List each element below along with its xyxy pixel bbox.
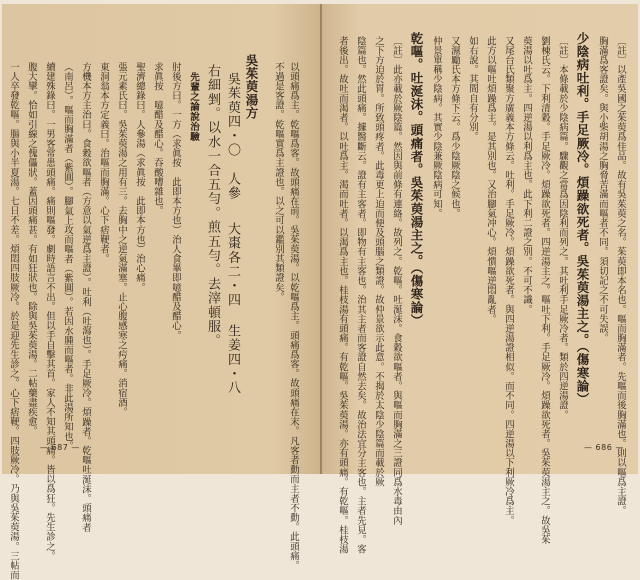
right-page-text-column: 〔註〕以產吳國之茱萸爲佳品。故有吳茱萸之名。茱萸即本名也。嘔而胸滿者。先嘔而後胸滿也。則以嘔爲主證。 — [615, 36, 626, 516]
left-page-text-column: 以頭痛爲主。乾嘔爲客。故頭痛在前。吳茱萸湯。以乾嘔爲主。頭痛爲客。故頭痛在末。凡客者動而主者不動。此頭痛。 — [288, 62, 299, 571]
left-page-number: — 687 — — [40, 443, 80, 452]
left-page-text-column: 先輩之論說治驗 — [188, 72, 199, 142]
right-page-text-column: 仲景單稱少陰病。其實少陰兼厥陰病可知。 — [431, 36, 442, 219]
left-page-text-column: 吳茱萸湯方 — [244, 54, 259, 120]
right-page-number: — 686 — — [584, 443, 624, 452]
right-page-text-column: 之下方迫於胃。所致頭疼者。此毒更上迫而便及頭腦之類證。故仲景欲示此意。不揭於太陰少陰篇而載於厥 — [373, 36, 384, 487]
left-page-text-column: 東洞翁本方定義曰。治嘔而胸滿。心下痞鞕者。 — [98, 62, 109, 264]
right-page-text-column: 又尾台氏類聚方廣義本方條云。吐利。手足厥冷。煩躁欲死者。與四逆湯證相似。而不同。四逆湯以下利厥冷爲主。 — [503, 36, 514, 526]
right-page-text-column: 者後出。故吐而渴者。以吐爲主。渴而吐者。以渴爲主也。桂枝湯有頭痛。有乾嘔。吳茱萸湯。亦有頭痛。有乾嘔。桂枝湯 — [337, 36, 348, 554]
right-page-text-column: 乾嘔。吐涎沫。頭痛者。吳茱萸湯主之。（傷寒論） — [409, 32, 424, 328]
right-page — [322, 4, 638, 554]
left-page-text-column: （南呂）。嘔而胸滿者（紫圓）。腳氣上攻而嘔者（紫圓）。若因水腫而嘔者。非此湯所知也。 — [62, 62, 73, 451]
right-page-text-column: 〔註〕本條載於少陰病篇。驟觀之當爲因陰利而列之。其吐利手足厥冷者。類於四逆湯證。 — [557, 36, 568, 420]
left-page-text-column: 人參 — [225, 172, 240, 201]
right-page-text-column: 萸湯以吐爲主。四逆湯以利爲主也。此下利二證之別。不可不識。 — [521, 36, 532, 315]
right-page-text-column: 陰篇也。然此頭痛。據醫斷云。證有主客者。即物有主客也。治其主者而客證自然去矣。故治法宜分主客也。主者先見。客 — [355, 36, 366, 554]
left-page-text-column: 吳茱萸四・〇 — [225, 72, 240, 158]
right-page-text-column: 〔註〕此亦載於厥陰篇。然因與前條有連絡。故列之。乾嘔。吐涎沫。食穀欲嘔者。與嘔而胸滿之三證同爲水毒由內 — [391, 36, 402, 526]
left-page-text-column: 聖濟總錄曰。人參湯（求眞按 此即本方也）治心痛。 — [134, 62, 145, 293]
left-page-text-column: 生姜四・八 — [225, 324, 240, 395]
right-page-columns — [322, 4, 638, 554]
left-page-text-column: 求眞按 噫醋及醋心。吞酸嘈雜也。 — [152, 62, 163, 216]
right-page-text-column: 此方以嘔吐煩躁爲主。是其別也。又治腳氣冲心。煩憒嘔逆悶亂者。 — [485, 36, 496, 324]
left-page-text-column: 一人卒發乾嘔。腸與小半夏湯。七日不差。煩悶四肢厥冷。於是迎先生診之。心下痞鞕。四肢厥冷。乃與吳茱萸湯。三帖而 — [8, 62, 19, 580]
left-page-text-column: 不過是客證。乾嘔實爲主證也。以之可以鑑別其類證矣。 — [273, 62, 284, 302]
left-page-text-column: 肘後方曰。一方（求眞按 此即本方也）治人食畢即噫醋及醋心。 — [170, 62, 181, 341]
left-page-columns — [2, 4, 320, 580]
right-page-text-column: 少陰病吐利。手足厥冷。煩躁欲死者。吳茱萸湯主之。（傷寒論） — [575, 32, 590, 406]
left-page-text-column: 大棗各二・四 — [225, 222, 240, 308]
left-page-text-column: 腹大攣。恰如引線之傀儡狀。蓋因頭痛甚。有如狂狀也。除與吳茱萸湯。二帖藥盡疾愈。 — [26, 62, 37, 437]
left-page-text-column: 續建殊錄曰。一男客常患頭痛。痛則嘔發。劇時語言不出。但以手自擊其首。家人不知其頭痛。皆以爲狂。先生診之。 — [44, 62, 55, 561]
right-page-text-column: 如右說。其間自有分別。 — [467, 36, 478, 142]
left-page-text-column: 張元素氏曰。吳茱萸湯之用有三。去胸中之逆氣滿塞。止心腹感寒之疞痛。消宿酒。 — [116, 62, 127, 417]
right-page-text-column: 劉棟氏云。下利清穀。手足厥冷。煩躁欲死者。四逆湯主之。嘔吐下利。手足厥冷。煩躁欲死者。吳茱萸湯主之。故吳茱 — [539, 36, 550, 545]
left-page-text-column: 右細剉。以水一合五勻。煎五勻。去滓頓服。 — [205, 64, 220, 348]
left-page — [2, 4, 320, 580]
right-page-text-column: 又濕勵氏本方條下云。爲少陰厥陰之候也。 — [449, 36, 460, 219]
right-page-text-column: 胸滿爲客證矣。與小柴胡湯之胸脅苦滿而嘔者不同。須切記之不可失誤。 — [597, 36, 608, 343]
left-page-text-column: 方機本方主治曰。食穀欲嘔者（方意以氣逆爲主證）。吐利（吐瀉也）。手足厥冷。煩躁者。乾嘔吐涎沫。頭痛者 — [80, 62, 91, 533]
